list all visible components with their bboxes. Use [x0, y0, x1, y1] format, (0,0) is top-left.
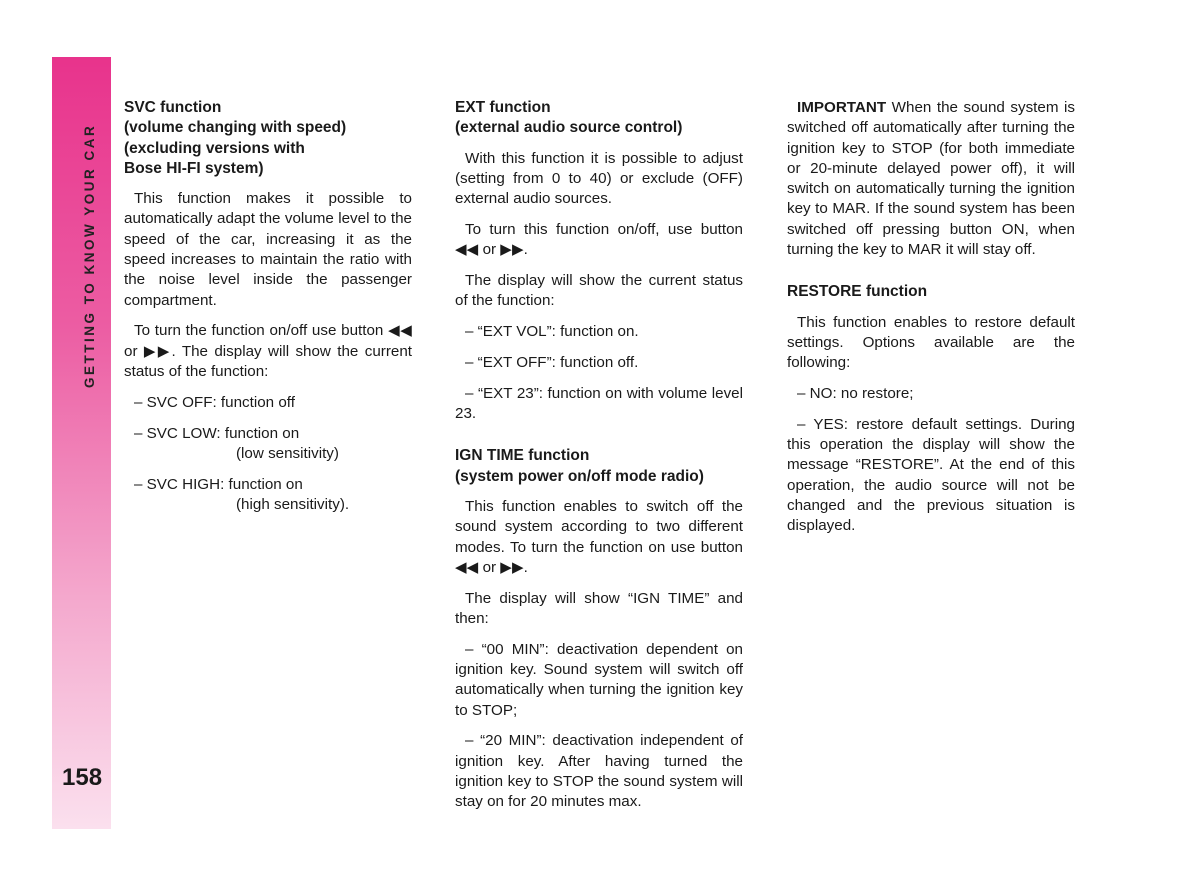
svc-option-low-sub: (low sensitivity) [236, 444, 339, 462]
column-important-restore [787, 98, 1075, 547]
ext-status-intro: The display will show the current status of the function: [455, 272, 743, 310]
ign-heading-line: IGN TIME function [455, 447, 590, 465]
svc-heading [124, 98, 412, 179]
ign-heading-line: (system power on/off mode radio) [455, 467, 704, 485]
ext-option-off: – “EXT OFF”: function off. [465, 353, 639, 371]
important-label: IMPORTANT [797, 99, 887, 116]
column-ext-ign [455, 98, 743, 823]
svc-option-off: – SVC OFF: function off [134, 393, 295, 411]
ign-display-intro: The display will show “IGN TIME” and then: [455, 589, 743, 627]
ign-description: This function enables to switch off the sound system according to two different modes. To turn the function on use button ◀◀ or ▶▶. [455, 497, 743, 576]
ext-option-23: – “EXT 23”: function on with volume level 23. [455, 384, 743, 423]
important-note [787, 98, 1075, 260]
ign-heading [455, 446, 743, 487]
ign-option-20: – “20 MIN”: deactivation independent of ignition key. After having turned the ignition key to STOP the sound system will stay on for 20 minutes max. [455, 732, 743, 811]
svc-option-high-sub: (high sensitivity). [236, 496, 350, 514]
ext-instructions: To turn this function on/off, use button ◀◀ or ▶▶. [455, 220, 743, 259]
svc-heading-line: Bose HI-FI system) [124, 159, 264, 177]
svc-heading-line: (volume changing with speed) [124, 119, 347, 137]
ext-option-vol: – “EXT VOL”: function on. [465, 323, 639, 341]
svc-option-low [134, 424, 412, 465]
svc-option-low-label: – SVC LOW: function on [134, 424, 300, 442]
svc-heading-line: (excluding versions with [124, 139, 305, 157]
ext-heading [455, 98, 743, 139]
column-svc [124, 98, 412, 526]
svc-option-high [134, 475, 412, 516]
svc-heading-line: SVC function [124, 99, 222, 116]
important-text: When the sound system is switched off automatically after turning the ignition key to STOP (for both immediate or 20-minute delayed power off), it will switch on automatically turning the ignition key to MAR. If the sound system has been switched off pressing button ON, when turning the key to MAR it will stay off. [787, 99, 1075, 259]
ext-heading-line: EXT function [455, 99, 551, 116]
ext-heading-line: (external audio source control) [455, 119, 683, 137]
restore-option-no: – NO: no restore; [797, 385, 914, 403]
ign-option-00: – “00 MIN”: deactivation dependent on ignition key. Sound system will switch off automatically when turning the ignition key to STOP; [455, 640, 743, 719]
page-number: 158 [62, 764, 103, 791]
restore-heading: RESTORE function [787, 283, 928, 301]
svc-instructions: To turn the function on/off use button ◀◀ or ▶▶. The display will show the current status of the function: [124, 322, 412, 381]
restore-option-yes: – YES: restore default settings. During this operation the display will show the message “RESTORE”. At the end of this operation, the audio source will not be changed and the previous situation is displayed. [787, 415, 1075, 535]
svc-description: This function makes it possible to automatically adapt the volume level to the speed of the car, increasing it as the speed increases to maintain the ratio with the noise level inside the passenger compartment. [124, 190, 412, 309]
section-title: GETTING TO KNOW YOUR CAR [82, 123, 97, 388]
svc-option-high-label: – SVC HIGH: function on [134, 475, 303, 493]
restore-description: This function enables to restore default settings. Options available are the following: [787, 313, 1075, 372]
ext-description: With this function it is possible to adjust (setting from 0 to 40) or exclude (OFF) external audio sources. [455, 149, 743, 208]
